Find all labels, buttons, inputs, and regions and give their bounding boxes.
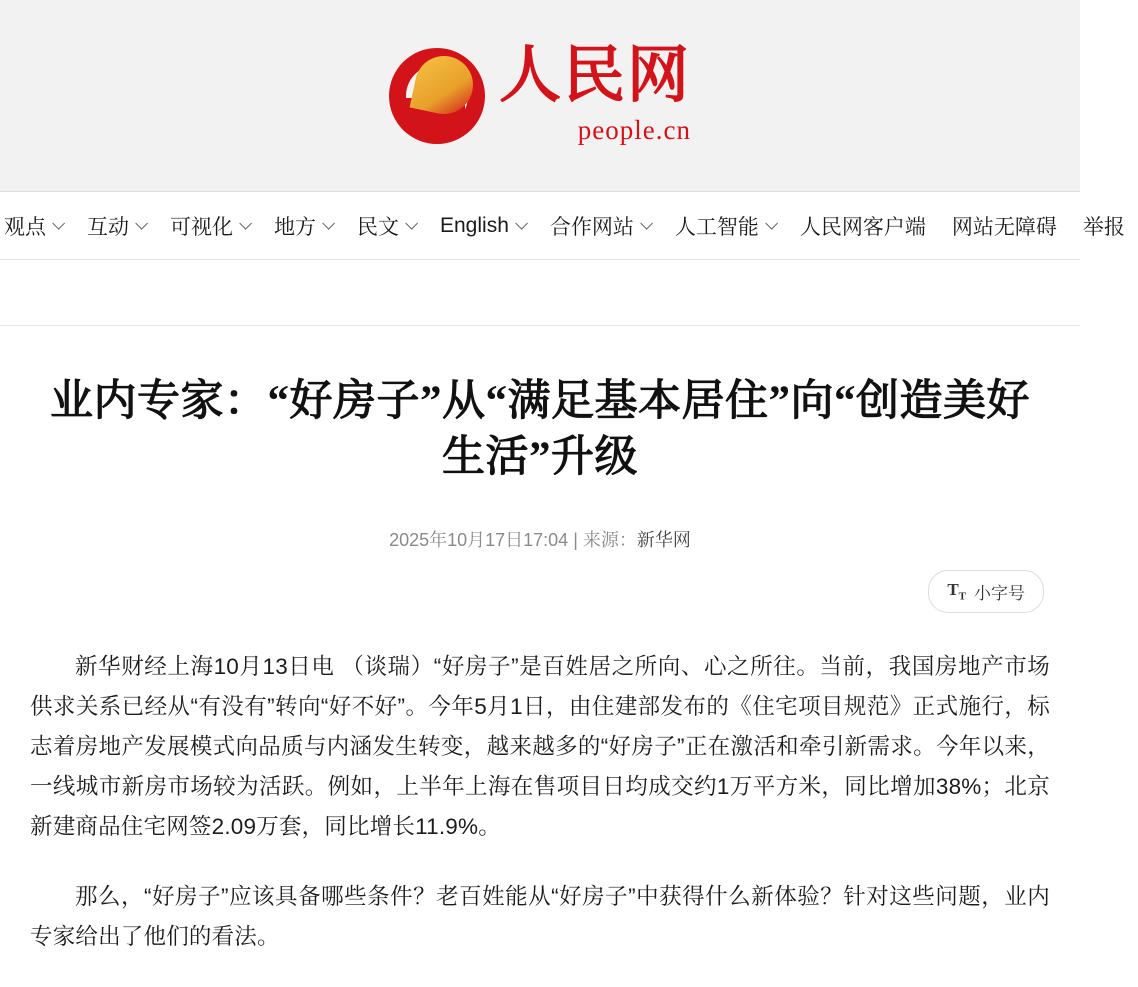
meta-separator: | — [573, 529, 578, 550]
article-body — [30, 647, 1050, 957]
font-size-button[interactable] — [928, 570, 1044, 613]
nav-item-interaction[interactable] — [74, 192, 157, 259]
chevron-down-icon — [52, 217, 65, 230]
people-cn-logo-icon — [389, 48, 485, 144]
chevron-down-icon — [640, 217, 653, 230]
nav-item-ai[interactable] — [662, 192, 787, 259]
nav-label: English — [440, 213, 509, 237]
source-label: 来源： — [582, 529, 637, 550]
logo-en-text: people.cn — [577, 115, 691, 145]
nav-label: 举报 — [1082, 215, 1125, 239]
article-paragraph: 那么，“好房子”应该具备哪些条件？老百姓能从“好房子”中获得什么新体验？针对这些问题，业内专家给出了他们的看法。 — [30, 884, 1050, 950]
nav-label: 人工智能 — [674, 215, 759, 239]
logo-cn-text: 人民网 — [498, 42, 691, 110]
site-header — [0, 0, 1080, 192]
nav-item-partner-sites[interactable] — [537, 192, 662, 259]
nav-label: 人民网客户端 — [799, 215, 926, 239]
publish-datetime: 2025年10月17日17:04 — [389, 529, 569, 550]
page-title: 业内专家：“好房子”从“满足基本居住”向“创造美好生活”升级 — [50, 378, 1030, 481]
chevron-down-icon — [765, 217, 778, 230]
nav-item-english[interactable] — [427, 192, 537, 259]
nav-label: 地方 — [274, 215, 316, 239]
site-logo[interactable] — [389, 42, 691, 146]
logo-wordmark — [498, 42, 691, 146]
nav-label: 观点 — [4, 215, 46, 239]
nav-item-ethnic-languages[interactable] — [344, 192, 427, 259]
nav-item-mobile-app[interactable] — [787, 192, 939, 259]
chevron-down-icon — [239, 217, 252, 230]
font-size-label: 小字号 — [974, 583, 1025, 603]
nav-label: 可视化 — [170, 215, 233, 239]
nav-label: 互动 — [87, 215, 129, 239]
nav-item-viewpoint[interactable] — [4, 192, 74, 259]
nav-item-accessibility[interactable] — [939, 192, 1070, 259]
nav-label: 民文 — [357, 215, 399, 239]
source-name: 新华网 — [636, 529, 691, 550]
chevron-down-icon — [405, 217, 418, 230]
nav-divider — [0, 260, 1080, 326]
nav-item-report[interactable] — [1070, 192, 1138, 259]
font-size-control[interactable] — [30, 570, 1050, 613]
chevron-down-icon — [515, 217, 528, 230]
chevron-down-icon — [322, 217, 335, 230]
article-paragraph: 新华财经上海10月13日电 （谈瑞）“好房子”是百姓居之所向、心之所往。当前，我国房地产市场供求关系已经从“有没有”转向“好不好”。今年5月1日，由住建部发布的《住宅项目规范》正式施行，标志着房地产发展模式向品质与内涵发生转变，越来越多的“好房子”正在激活和牵引新需求。今年以来，一线城市新房市场较为活跃。例如，上半年上海在售项目日均成交约1万平方米，同比增加38%；北京新建商品住宅网签2.09万套，同比增长11.9%。 — [30, 653, 1050, 839]
nav-label: 网站无障碍 — [951, 215, 1057, 239]
chevron-down-icon — [135, 217, 148, 230]
article-meta — [30, 526, 1050, 552]
nav-item-local[interactable] — [261, 192, 344, 259]
main-navigation[interactable] — [0, 192, 1125, 260]
article-container — [0, 374, 1080, 957]
nav-item-visualization[interactable] — [157, 192, 261, 259]
text-size-icon: $T_T$ — [947, 580, 966, 603]
nav-label: 合作网站 — [549, 215, 634, 239]
